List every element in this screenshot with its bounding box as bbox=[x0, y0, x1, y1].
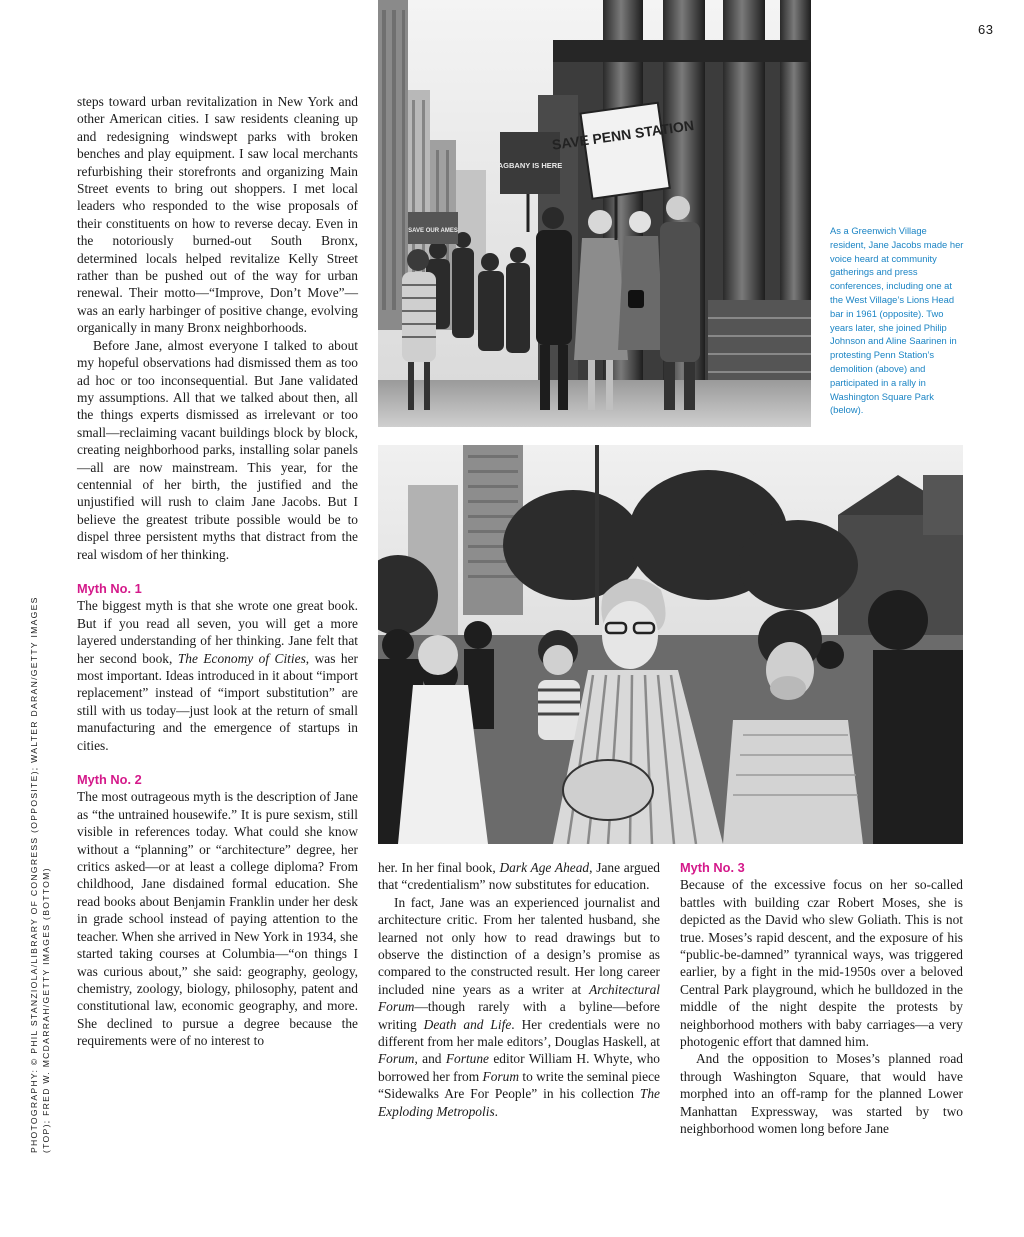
myth-1-paragraph: The biggest myth is that she wrote one great book. But if you read all seven, you will get a more layered understanding of her thinking. Jane felt that her second book, The Economy of Cities, was her most important. Ideas introduced in it about “import replacement” instead of “import substitution” are still with us today—just look at the return of small manufacturing and the emergence of startups in cities. bbox=[77, 598, 358, 753]
photo-credit bbox=[28, 596, 52, 1153]
page-number: 63 bbox=[978, 22, 994, 37]
penn-station-protest-illustration bbox=[378, 0, 811, 427]
sign-save-penn-station: SAVE PENN STATION bbox=[550, 116, 695, 153]
book-title-dark-age-ahead: Dark Age Ahead bbox=[499, 860, 590, 875]
myth-3-heading: Myth No. 3 bbox=[680, 860, 745, 875]
penn-station-protest-photo bbox=[378, 0, 811, 427]
myth-2-heading: Myth No. 2 bbox=[77, 772, 142, 788]
myth-3-paragraph-1: Because of the excessive focus on her so-called battles with building czar Robert Moses, she is depicted as the David who slew Goliath. This is not true. Moses’s rapid descent, and the exposure of his “public-be-damned” tyrannical ways, was triggered earlier, by a fight in the mid-1950s over a beloved Central Park playground, which he bulldozed in the middle of the night despite the protests by neighborhood mothers with baby carriages—a very photogenic effort that damned him. bbox=[680, 877, 963, 1050]
sign-save-our: SAVE OUR AMES bbox=[408, 228, 458, 234]
intro-paragraph-1: steps toward urban revitalization in New York and other American cities. I saw residents cleaning up and redesigning windswept parks with broken benches and play equipment. I saw local merchants refurbishing their storefronts and organizing Main Street events to bring out shoppers. I met local leaders who responded to the wise proposals of their constituents on how to reverse decay. Even in the notoriously burned-out South Bronx, determined locals helped revitalize Kelly Street rather than be pushed out of the way for urban renewal. Their motto—“Improve, Don’t Move”—was an early harbinger of positive change, evolving organically in many Bronx neighborhoods. bbox=[77, 94, 358, 336]
photo-caption: As a Greenwich Village resident, Jane Jacobs made her voice heard at community gatherings and press conferences, including one at the West Village’s Lions Head bar in 1961 (opposite). Two years later, she joined Philip Johnson and Aline Saarinen in protesting Penn Station’s demolition (above) and participated in a rally in Washington Square Park (below). bbox=[830, 225, 964, 416]
sign-agbany-is-here: AGBANY IS HERE bbox=[497, 161, 563, 170]
photo-credit-line-1: PHOTOGRAPHY: © PHIL STANZIOLA/LIBRARY OF CONGRESS (OPPOSITE); WALTER DARAN/GETTY IMAGES bbox=[29, 596, 39, 1153]
intro-paragraph-2: Before Jane, almost everyone I talked to about my hopeful observations had dismissed them as too ad hoc or too inconsequential. But Jane validated my assumptions. All that we talked about then, all the things experts dismissed as irrelevant or too small—reclaiming vacant buildings block by block, creating neighborhood parks, installing solar panels—all are now mainstream. This year, for the centennial of her birth, the justified and the unjustified will rush to claim Jane Jacobs. But I believe the greatest tribute possible would be to dispel three persistent myths that distract from the real wisdom of her thinking. bbox=[77, 337, 358, 562]
article-column-2 bbox=[378, 859, 660, 1120]
washington-square-rally-illustration bbox=[378, 445, 963, 844]
article-column-1 bbox=[77, 93, 358, 1050]
book-title-economy-of-cities: The Economy of Cities bbox=[177, 650, 306, 666]
myth-2-paragraph-2: In fact, Jane was an experienced journalist and architecture critic. From her talented husband, she learned not only how to read drawings but to observe the distinction of a design’s promise as compared to the constructed result. Her long career included nine years as a writer at Architectural Forum—though rarely with a byline—before writing Death and Life. Her credentials were no different from her male editors’, Douglas Haskell, at Forum, and Fortune editor William H. Whyte, who borrowed her from Forum to write the seminal piece “Sidewalks Are For People” in his collection The Exploding Metropolis. bbox=[378, 894, 661, 1119]
myth-1-heading: Myth No. 1 bbox=[77, 580, 142, 596]
photo-credit-line-2: (TOP); FRED W. MCDARRAH/GETTY IMAGES (BOTTOM) bbox=[41, 867, 51, 1153]
myth-2-paragraph-1: The most outrageous myth is the description of Jane as “the untrained housewife.” It is pure sexism, still visible in references today. What could she know without a “planning” or “architecture” degree, her critics asked—or at least a college diploma? From childhood, Jane disdained formal education. She read books about Benjamin Franklin under her desk in grade school instead of paying attention to the teacher. When she arrived in New York in 1934, she started taking courses at Columbia—“on things I was curious about,” she said: geography, geology, chemistry, zoology, biology, philosophy, patent and constitutional law, economic geography, and more. She declined to pursue a degree because the requirements were of no interest to bbox=[77, 789, 358, 1049]
article-column-3 bbox=[680, 859, 963, 1138]
myth-2-paragraph-1-continued: her. In her final book, Dark Age Ahead, Jane argued that “credentialism” now substitutes for education. bbox=[378, 860, 660, 893]
washington-square-rally-photo bbox=[378, 445, 963, 844]
myth-3-paragraph-2: And the opposition to Moses’s planned road through Washington Square, that would have morphed into an off-ramp for the planned Lower Manhattan Expressway, was started by two neighborhood women long before Jane bbox=[680, 1051, 963, 1137]
